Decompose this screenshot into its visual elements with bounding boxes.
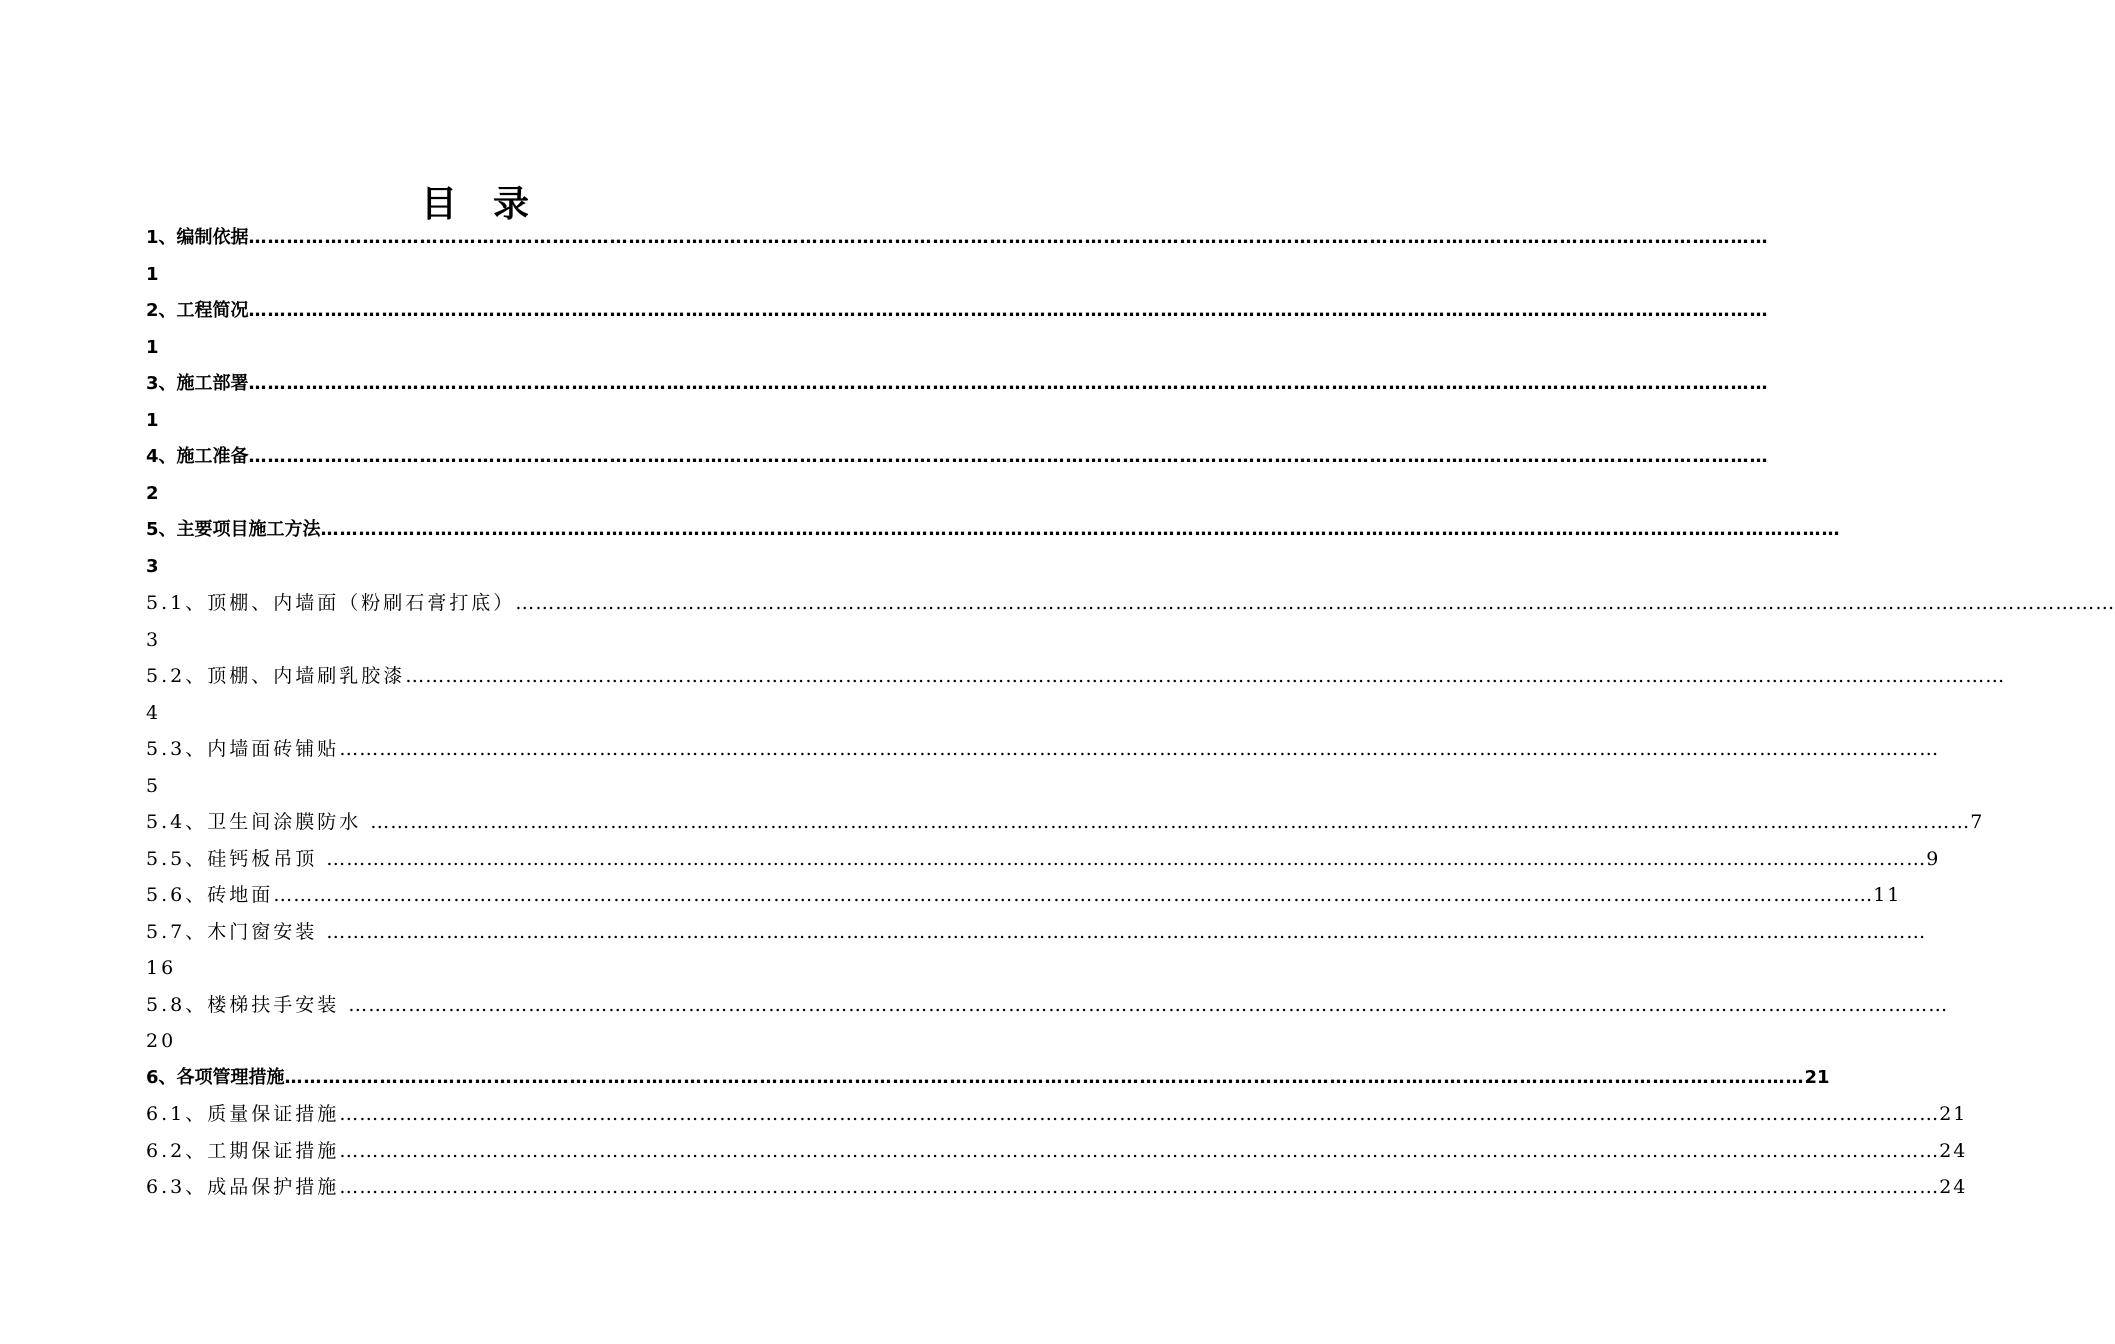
toc-dot-leader: …………………………………………………………………………………………………………………………………………………………………………………………………………………… xyxy=(248,300,1769,321)
toc-dot-leader: …………………………………………………………………………………………………………………………………………………………………………………………………………………… xyxy=(273,884,1874,906)
toc-entry-title: 5.7、木门窗安装 xyxy=(146,920,327,943)
toc-entry[interactable] xyxy=(146,439,1769,476)
toc-dot-leader: …………………………………………………………………………………………………………………………………………………………………………………………………………………… xyxy=(339,1139,1940,1162)
toc-entry[interactable] xyxy=(146,731,1940,768)
toc-entry[interactable] xyxy=(146,987,1949,1024)
toc-entry[interactable] xyxy=(146,1096,1968,1133)
toc-page-number: 24 xyxy=(1939,1139,1968,1162)
toc-page-number: 16 xyxy=(146,957,177,979)
toc-page-number: 1 xyxy=(146,336,159,358)
table-of-contents xyxy=(146,220,2115,1206)
toc-entry-title: 6、各项管理措施 xyxy=(146,1066,285,1088)
toc-entry-title: 6.3、成品保护措施 xyxy=(146,1176,340,1198)
toc-dot-leader: …………………………………………………………………………………………………………………………………………………………………………………………………………………… xyxy=(326,920,1927,943)
toc-page-number: 24 xyxy=(1939,1176,1968,1198)
toc-entry-title: 5.6、砖地面 xyxy=(146,884,274,906)
toc-dot-leader: …………………………………………………………………………………………………………………………………………………………………………………………………………………… xyxy=(370,811,1971,833)
toc-page-number: 21 xyxy=(1939,1103,1968,1125)
toc-dot-leader: …………………………………………………………………………………………………………………………………………………………………………………………………………………… xyxy=(339,738,1940,760)
toc-entry[interactable] xyxy=(146,804,1985,841)
toc-entry[interactable] xyxy=(146,220,1769,257)
toc-entry[interactable] xyxy=(146,512,1841,549)
toc-dot-leader: …………………………………………………………………………………………………………………………………………………………………………………………………………………… xyxy=(284,1066,1805,1088)
toc-page-number: 21 xyxy=(1804,1066,1830,1088)
toc-page-number: 1 xyxy=(146,263,159,285)
toc-dot-leader: …………………………………………………………………………………………………………………………………………………………………………………………………………………… xyxy=(339,1176,1940,1198)
toc-dot-leader: …………………………………………………………………………………………………………………………………………………………………………………………………………………… xyxy=(348,993,1949,1016)
toc-entry[interactable] xyxy=(146,877,1902,914)
toc-entry-title: 6.2、工期保证措施 xyxy=(146,1139,340,1162)
toc-title: 目 录 xyxy=(420,184,529,225)
toc-entry-title: 3、施工部署 xyxy=(146,373,249,394)
toc-entry-title: 2、工程简况 xyxy=(146,300,249,321)
toc-page-number: 11 xyxy=(1873,884,1902,906)
toc-entry-title: 6.1、质量保证措施 xyxy=(146,1103,340,1125)
toc-entry[interactable] xyxy=(146,1169,1968,1206)
toc-entry-title: 1、编制依据 xyxy=(146,227,249,248)
toc-entry-title: 5.1、顶棚、内墙面（粉刷石膏打底） xyxy=(146,592,516,614)
toc-page-number: 20 xyxy=(146,1030,177,1052)
toc-page-number: 4 xyxy=(146,701,162,724)
toc-page-number: 2 xyxy=(146,482,159,504)
toc-entry[interactable] xyxy=(146,366,1769,403)
toc-entry[interactable] xyxy=(146,841,1941,878)
toc-entry[interactable] xyxy=(146,293,1769,330)
toc-page-number: 7 xyxy=(1970,811,1985,833)
toc-entry-title: 5.8、楼梯扶手安装 xyxy=(146,993,349,1016)
toc-entry-title: 4、施工准备 xyxy=(146,446,249,467)
toc-dot-leader: …………………………………………………………………………………………………………………………………………………………………………………………………………………… xyxy=(326,847,1927,870)
toc-entry[interactable] xyxy=(146,585,2115,622)
toc-page-number: 9 xyxy=(1926,847,1941,870)
toc-entry[interactable] xyxy=(146,658,2006,695)
toc-dot-leader: …………………………………………………………………………………………………………………………………………………………………………………………………………………… xyxy=(515,592,2115,614)
toc-dot-leader: …………………………………………………………………………………………………………………………………………………………………………………………………………………… xyxy=(248,446,1769,467)
toc-page-number: 1 xyxy=(146,409,159,431)
toc-entry[interactable] xyxy=(146,1133,1968,1170)
toc-entry-title: 5、主要项目施工方法 xyxy=(146,519,321,540)
toc-entry[interactable] xyxy=(146,1060,1830,1097)
toc-entry-title: 5.2、顶棚、内墙刷乳胶漆 xyxy=(146,665,406,687)
toc-entry-title: 5.4、卫生间涂膜防水 xyxy=(146,811,371,833)
toc-dot-leader: …………………………………………………………………………………………………………………………………………………………………………………………………………………… xyxy=(248,373,1769,394)
toc-dot-leader: …………………………………………………………………………………………………………………………………………………………………………………………………………………… xyxy=(339,1103,1940,1125)
toc-entry-title: 5.3、内墙面砖铺贴 xyxy=(146,738,340,760)
toc-page-number: 3 xyxy=(146,555,159,577)
toc-dot-leader: …………………………………………………………………………………………………………………………………………………………………………………………………………………… xyxy=(320,519,1841,540)
toc-dot-leader: …………………………………………………………………………………………………………………………………………………………………………………………………………………… xyxy=(248,227,1769,248)
toc-entry[interactable] xyxy=(146,914,1927,951)
toc-page-number: 5 xyxy=(146,774,162,797)
toc-page-number: 3 xyxy=(146,628,162,651)
toc-entry-title: 5.5、硅钙板吊顶 xyxy=(146,847,327,870)
toc-dot-leader: …………………………………………………………………………………………………………………………………………………………………………………………………………………… xyxy=(405,665,2006,687)
